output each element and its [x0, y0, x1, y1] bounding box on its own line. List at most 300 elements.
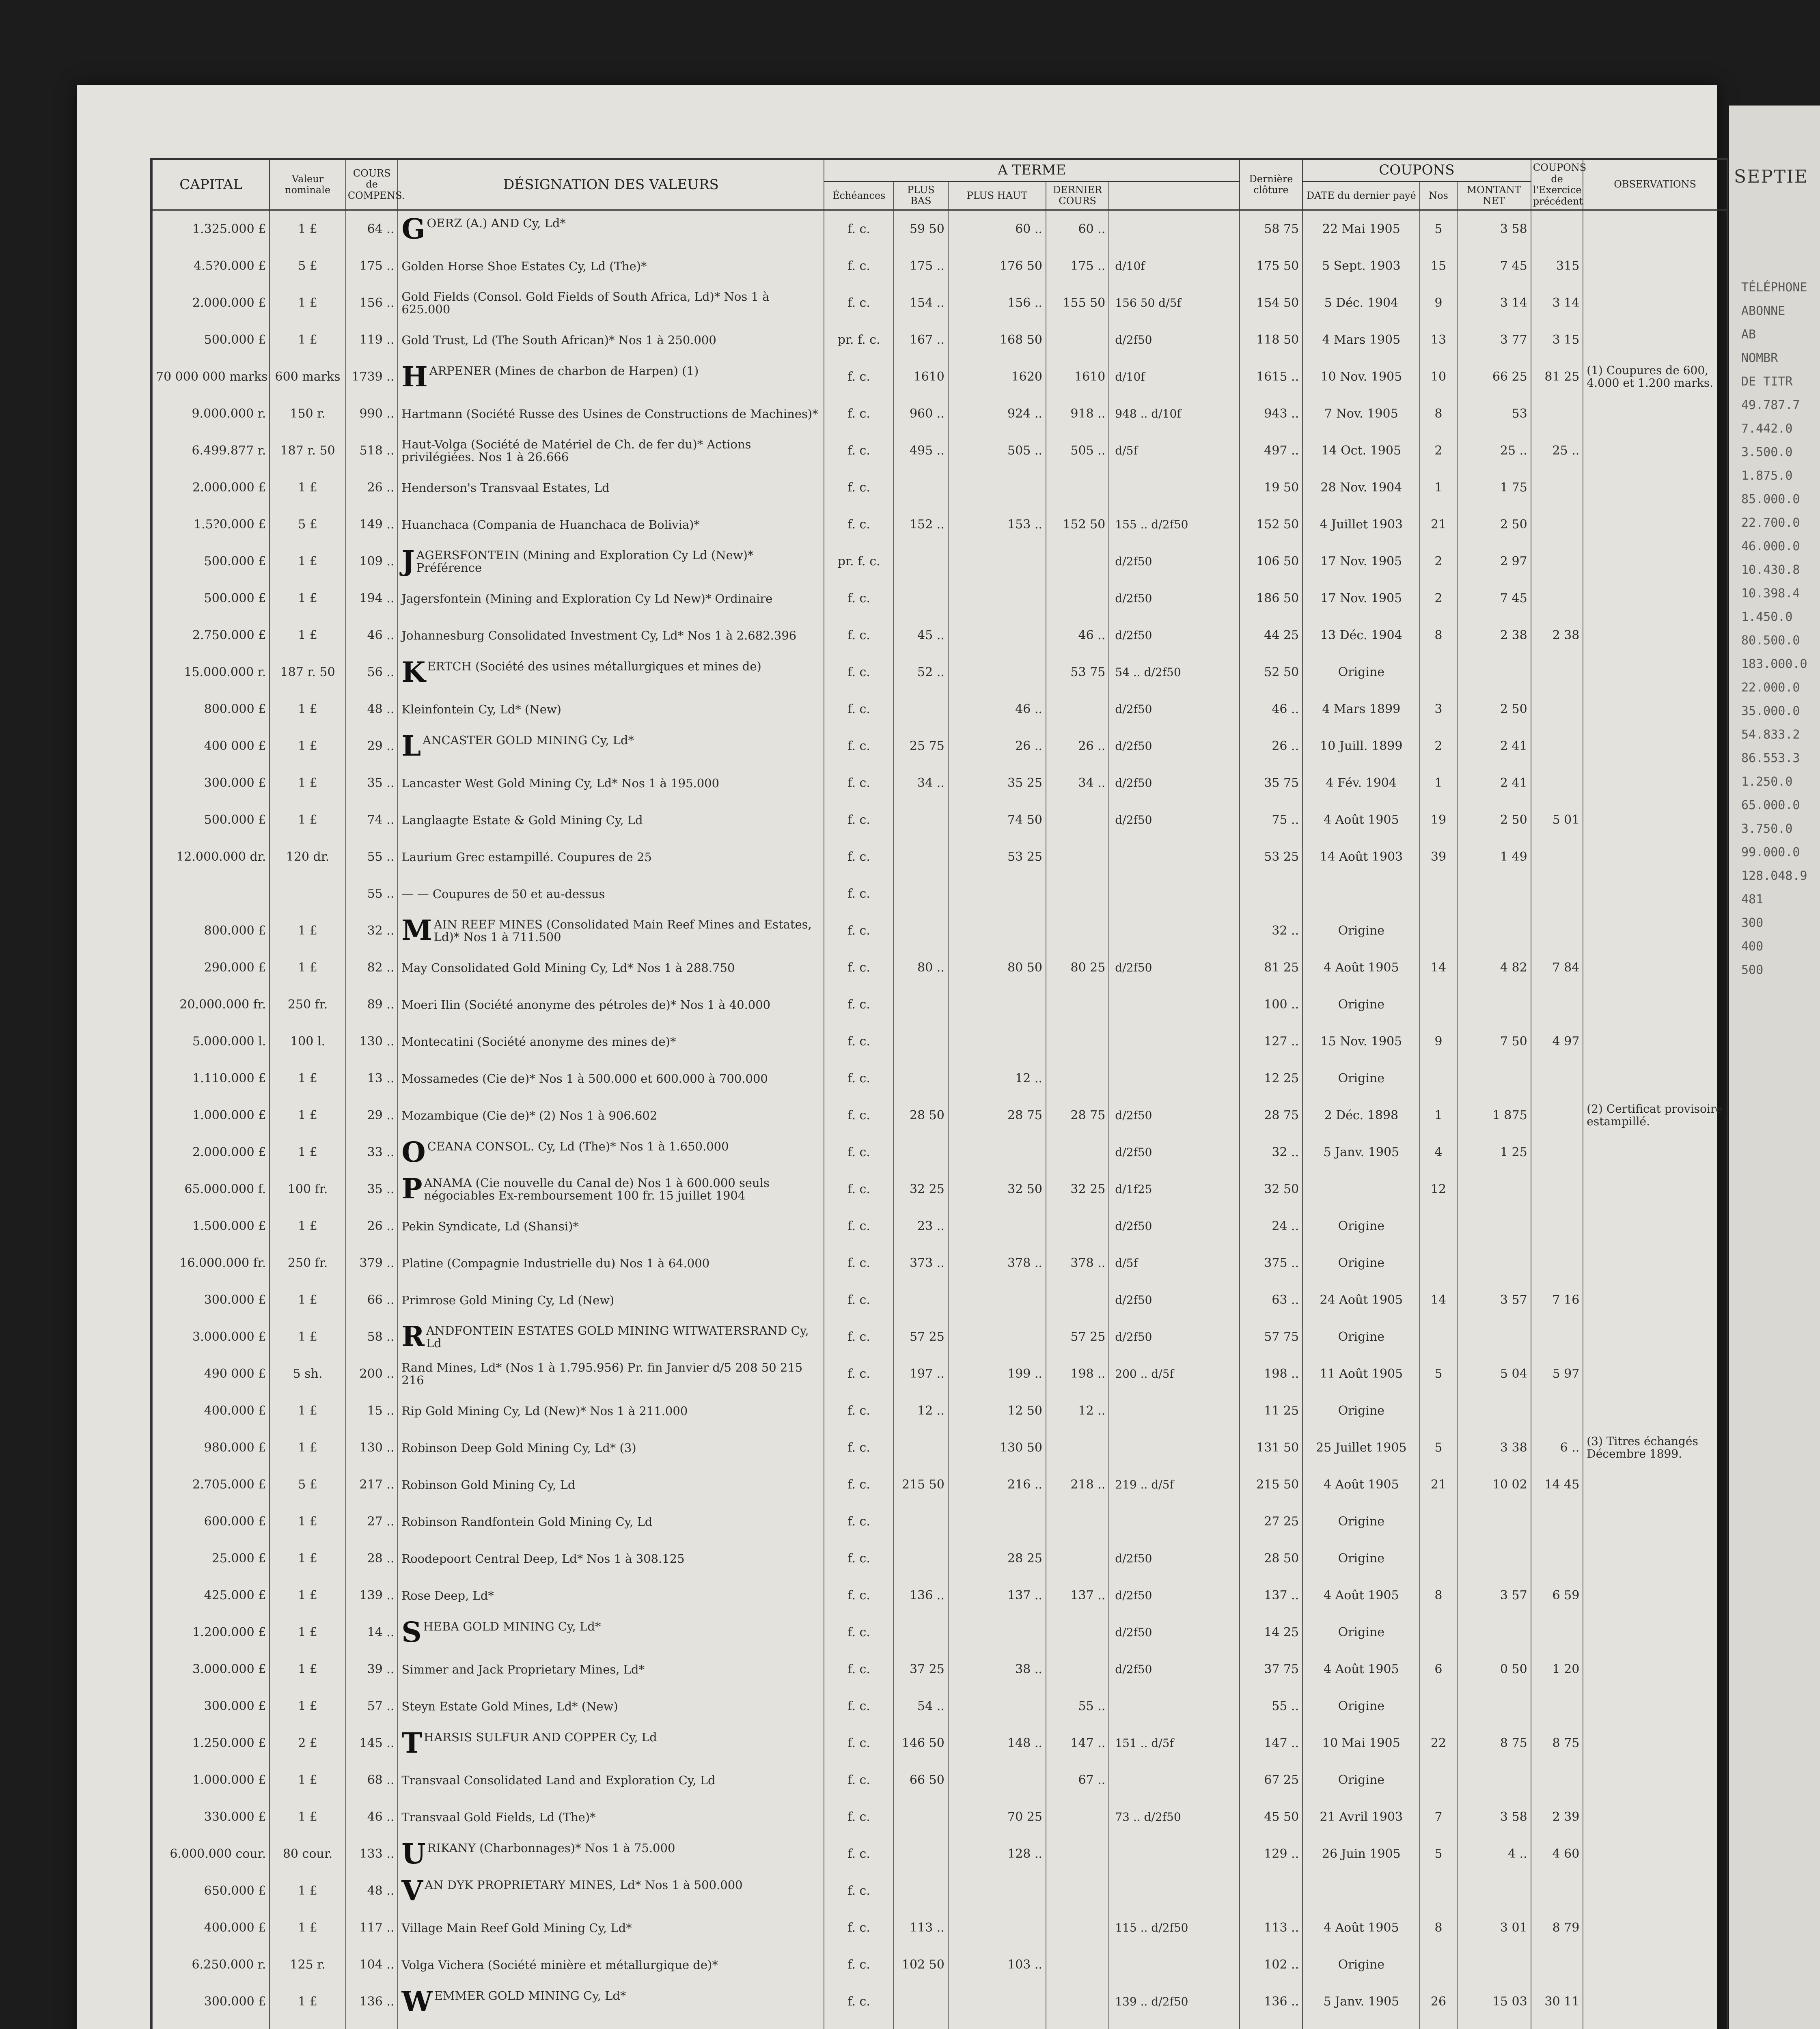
observation-cell: [1583, 949, 1727, 986]
designation-cell: [398, 432, 824, 469]
cloture-cell: [1240, 2020, 1302, 2029]
echeance-cell: f. c.: [824, 1429, 893, 1466]
coupon-precedent-cell: [1531, 1097, 1583, 1134]
designation-cell: [398, 1799, 824, 1835]
date-paye-cell: 4 Mars 1905: [1302, 321, 1420, 358]
header-coupons: COUPONS: [1302, 160, 1531, 181]
cloture-cell: 943 ..: [1240, 395, 1302, 432]
designation-cell: [398, 358, 824, 395]
echeance-cell: f. c.: [824, 1023, 893, 1060]
coupon-no-cell: 2: [1420, 580, 1457, 617]
designation-cell: [398, 469, 824, 506]
designation-text: Transvaal Gold Fields, Ld (The)*: [401, 1810, 596, 1824]
capital-cell: 2.750.000 £: [152, 617, 270, 654]
prime-cell: d/2f50: [1109, 1282, 1240, 1318]
next-page-line: DE TITR: [1741, 375, 1793, 389]
valeur-cell: 1 £: [270, 1208, 346, 1245]
coupon-precedent-cell: 5 01: [1531, 801, 1583, 838]
coupon-precedent-cell: 5 97: [1531, 1355, 1583, 1392]
echeance-cell: f. c.: [824, 1060, 893, 1097]
plus-bas-cell: [894, 1835, 948, 1872]
observation-cell: [1583, 1762, 1727, 1799]
plus-bas-cell: 175 ..: [894, 248, 948, 284]
coupon-no-cell: 4: [1420, 1134, 1457, 1171]
date-paye-cell: 4 Août 1905: [1302, 1909, 1420, 1946]
initial-letter: R: [401, 1320, 425, 1353]
montant-cell: 15 03: [1457, 1983, 1531, 2020]
montant-cell: 7 45: [1457, 248, 1531, 284]
table-row: [152, 1245, 1727, 1282]
table-row: [152, 1725, 1727, 1762]
plus-haut-cell: 216 ..: [948, 1466, 1046, 1503]
date-paye-cell: 4 Août 1905: [1302, 1466, 1420, 1503]
observation-cell: [1583, 1835, 1727, 1872]
echeance-cell: f. c.: [824, 654, 893, 691]
date-paye-cell: 5 Janv. 1905: [1302, 1134, 1420, 1171]
coupon-precedent-cell: 6 59: [1531, 1577, 1583, 1614]
plus-bas-cell: 152 ..: [894, 506, 948, 543]
table-row: [152, 1429, 1727, 1466]
cours-cell: 35 ..: [346, 765, 398, 801]
prime-cell: d/2f50: [1109, 949, 1240, 986]
cours-cell: 35 ..: [346, 1171, 398, 1208]
montant-cell: [1457, 1946, 1531, 1983]
date-paye-cell: 4 Mars 1899: [1302, 691, 1420, 728]
designation-cell: [398, 1097, 824, 1134]
designation-cell: [398, 1614, 824, 1651]
coupon-precedent-cell: [1531, 1762, 1583, 1799]
plus-bas-cell: 113 ..: [894, 1909, 948, 1946]
echeance-cell: pr. f. c.: [824, 321, 893, 358]
dernier-cours-cell: 198 ..: [1046, 1355, 1109, 1392]
montant-cell: 7 45: [1457, 580, 1531, 617]
dernier-cours-cell: 378 ..: [1046, 1245, 1109, 1282]
capital-cell: 300.000 £: [152, 765, 270, 801]
date-paye-cell: Origine: [1302, 1392, 1420, 1429]
observation-cell: [1583, 838, 1727, 875]
coupon-precedent-cell: [1531, 1614, 1583, 1651]
designation-text: ANDFONTEIN ESTATES GOLD MINING WITWATERSRAND Cy, Ld: [426, 1324, 809, 1350]
coupon-precedent-cell: [1531, 1245, 1583, 1282]
coupon-precedent-cell: 2 38: [1531, 617, 1583, 654]
designation-cell: [398, 1651, 824, 1688]
coupon-precedent-cell: [1531, 1872, 1583, 1909]
table-row: [152, 765, 1727, 801]
echeance-cell: f. c.: [824, 1208, 893, 1245]
designation-cell: [398, 1503, 824, 1540]
plus-bas-cell: [894, 1872, 948, 1909]
dernier-cours-cell: [1046, 838, 1109, 875]
valeur-cell: 1 £: [270, 1872, 346, 1909]
coupon-precedent-cell: [1531, 1688, 1583, 1725]
cours-cell: 149 ..: [346, 506, 398, 543]
dernier-cours-cell: 67 ..: [1046, 1762, 1109, 1799]
capital-cell: 500.000 £: [152, 543, 270, 580]
date-paye-cell: 25 Juillet 1905: [1302, 1429, 1420, 1466]
plus-haut-cell: 148 ..: [948, 1725, 1046, 1762]
table-row: [152, 1392, 1727, 1429]
coupon-no-cell: 2: [1420, 432, 1457, 469]
designation-cell: [398, 1466, 824, 1503]
cloture-cell: 100 ..: [1240, 986, 1302, 1023]
date-paye-cell: Origine: [1302, 1318, 1420, 1355]
prime-cell: d/2f50: [1109, 691, 1240, 728]
plus-haut-cell: 28 75: [948, 1097, 1046, 1134]
montant-cell: [1457, 1318, 1531, 1355]
date-paye-cell: 4 Août 1905: [1302, 1577, 1420, 1614]
header-coupons-exercice: COUPONS de l'Exercice précédent: [1531, 160, 1583, 210]
observation-cell: [1583, 321, 1727, 358]
coupon-no-cell: 1: [1420, 1097, 1457, 1134]
cloture-cell: 106 50: [1240, 543, 1302, 580]
coupon-no-cell: [1420, 1614, 1457, 1651]
cours-cell: 13 ..: [346, 1060, 398, 1097]
designation-text: Mozambique (Cie de)* (2) Nos 1 à 906.602: [401, 1108, 658, 1122]
capital-cell: [152, 2020, 270, 2029]
table-row: [152, 210, 1727, 248]
valeur-cell: 1 £: [270, 912, 346, 949]
cloture-cell: 118 50: [1240, 321, 1302, 358]
cours-cell: 104 ..: [346, 1946, 398, 1983]
cloture-cell: 57 75: [1240, 1318, 1302, 1355]
cours-cell: 117 ..: [346, 1909, 398, 1946]
prime-cell: d/2f50: [1109, 765, 1240, 801]
cours-cell: 133 ..: [346, 1835, 398, 1872]
montant-cell: 10 02: [1457, 1466, 1531, 1503]
dernier-cours-cell: 137 ..: [1046, 1577, 1109, 1614]
valeur-cell: 5 £: [270, 506, 346, 543]
dernier-cours-cell: [1046, 580, 1109, 617]
cloture-cell: 28 75: [1240, 1097, 1302, 1134]
date-paye-cell: [1302, 1872, 1420, 1909]
valeur-cell: 2 £: [270, 1725, 346, 1762]
valeur-cell: 150 r.: [270, 395, 346, 432]
plus-haut-cell: [948, 986, 1046, 1023]
dernier-cours-cell: 918 ..: [1046, 395, 1109, 432]
capital-cell: 500.000 £: [152, 580, 270, 617]
observation-cell: [1583, 1688, 1727, 1725]
initial-letter: V: [401, 1874, 423, 1907]
coupon-no-cell: [1420, 2020, 1457, 2029]
plus-haut-cell: 1620: [948, 358, 1046, 395]
designation-cell: [398, 248, 824, 284]
table-row: [152, 1097, 1727, 1134]
observation-cell: [1583, 469, 1727, 506]
cours-cell: 194 ..: [346, 580, 398, 617]
cloture-cell: 14 25: [1240, 1614, 1302, 1651]
date-paye-cell: Origine: [1302, 654, 1420, 691]
echeance-cell: f. c.: [824, 358, 893, 395]
table-row: [152, 543, 1727, 580]
coupon-no-cell: 8: [1420, 617, 1457, 654]
cloture-cell: 28 50: [1240, 1540, 1302, 1577]
coupon-precedent-cell: [1531, 691, 1583, 728]
plus-bas-cell: [894, 1799, 948, 1835]
montant-cell: [1457, 1540, 1531, 1577]
plus-bas-cell: [894, 1614, 948, 1651]
cours-cell: 58 ..: [346, 1318, 398, 1355]
date-paye-cell: 4 Août 1905: [1302, 1651, 1420, 1688]
designation-cell: [398, 1872, 824, 1909]
observation-cell: [1583, 1983, 1727, 2020]
echeance-cell: f. c.: [824, 1134, 893, 1171]
echeance-cell: f. c.: [824, 1835, 893, 1872]
observation-cell: [1583, 654, 1727, 691]
header-plus-haut: PLUS HAUT: [948, 181, 1046, 210]
next-page-line: 1.250.0: [1741, 775, 1793, 789]
table-row: [152, 1134, 1727, 1171]
prime-cell: [1109, 1392, 1240, 1429]
observation-cell: [1583, 1023, 1727, 1060]
echeance-cell: f. c.: [824, 1614, 893, 1651]
coupon-precedent-cell: 7 16: [1531, 1282, 1583, 1318]
designation-text: — — Coupures de 50 et au-dessus: [401, 887, 605, 901]
dernier-cours-cell: [1046, 801, 1109, 838]
echeance-cell: f. c.: [824, 617, 893, 654]
next-page-line: 500: [1741, 963, 1764, 977]
prime-cell: 219 .. d/5f: [1109, 1466, 1240, 1503]
cours-cell: 990 ..: [346, 395, 398, 432]
cloture-cell: 32 ..: [1240, 1134, 1302, 1171]
valeur-cell: 1 £: [270, 801, 346, 838]
valeur-cell: 1 £: [270, 1799, 346, 1835]
date-paye-cell: 13 Déc. 1904: [1302, 617, 1420, 654]
dernier-cours-cell: 28 75: [1046, 1097, 1109, 1134]
plus-bas-cell: 28 50: [894, 1097, 948, 1134]
next-page-line: 80.500.0: [1741, 633, 1800, 648]
dernier-cours-cell: 175 ..: [1046, 248, 1109, 284]
montant-cell: 2 41: [1457, 728, 1531, 765]
designation-text: ANCASTER GOLD MINING Cy, Ld*: [423, 733, 634, 747]
designation-text: EMMER GOLD MINING Cy, Ld*: [434, 1988, 626, 2003]
valeur-cell: 1 £: [270, 1577, 346, 1614]
plus-bas-cell: 215 50: [894, 1466, 948, 1503]
date-paye-cell: [1302, 875, 1420, 912]
dernier-cours-cell: [1046, 875, 1109, 912]
montant-cell: [1457, 1872, 1531, 1909]
plus-haut-cell: 103 ..: [948, 1946, 1046, 1983]
next-page-line: 1.875.0: [1741, 469, 1793, 483]
coupon-no-cell: 14: [1420, 949, 1457, 986]
table-row: [152, 986, 1727, 1023]
capital-cell: 1.250.000 £: [152, 1725, 270, 1762]
next-page-line: 99.000.0: [1741, 845, 1800, 859]
montant-cell: 66 25: [1457, 358, 1531, 395]
valeur-cell: 1 £: [270, 1392, 346, 1429]
montant-cell: 7 50: [1457, 1023, 1531, 1060]
montant-cell: 4 ..: [1457, 1835, 1531, 1872]
designation-cell: [398, 1429, 824, 1466]
coupon-precedent-cell: [1531, 1540, 1583, 1577]
table-row: [152, 1171, 1727, 1208]
cours-cell: 48 ..: [346, 691, 398, 728]
table-row: [152, 248, 1727, 284]
prime-cell: 139 .. d/2f50: [1109, 1983, 1240, 2020]
capital-cell: 425.000 £: [152, 1577, 270, 1614]
coupon-precedent-cell: [1531, 912, 1583, 949]
next-page-edge: [1729, 106, 1820, 2029]
header-date-paye: DATE du dernier payé: [1302, 181, 1420, 210]
date-paye-cell: [1302, 1171, 1420, 1208]
coupon-precedent-cell: [1531, 506, 1583, 543]
initial-letter: T: [401, 1727, 422, 1760]
date-paye-cell: Origine: [1302, 1762, 1420, 1799]
echeance-cell: f. c.: [824, 1540, 893, 1577]
dernier-cours-cell: 53 75: [1046, 654, 1109, 691]
date-paye-cell: 14 Août 1903: [1302, 838, 1420, 875]
designation-text: CEANA CONSOL. Cy, Ld (The)* Nos 1 à 1.650.000: [427, 1139, 729, 1153]
designation-cell: [398, 1540, 824, 1577]
designation-text: Platine (Compagnie Industrielle du) Nos 1 à 64.000: [401, 1256, 710, 1270]
coupon-precedent-cell: [1531, 395, 1583, 432]
coupon-precedent-cell: [1531, 210, 1583, 248]
designation-cell: [398, 1762, 824, 1799]
date-paye-cell: 4 Août 1905: [1302, 949, 1420, 986]
date-paye-cell: [1302, 2020, 1420, 2029]
valeur-cell: 250 fr.: [270, 1245, 346, 1282]
cours-cell: 48 ..: [346, 1872, 398, 1909]
next-page-line: 49.787.7: [1741, 398, 1800, 412]
prime-cell: [1109, 912, 1240, 949]
designation-text: Simmer and Jack Proprietary Mines, Ld*: [401, 1662, 645, 1676]
cours-cell: 29 ..: [346, 728, 398, 765]
echeance-cell: f. c.: [824, 1651, 893, 1688]
echeance-cell: f. c.: [824, 210, 893, 248]
cours-cell: 64 ..: [346, 210, 398, 248]
table-row: [152, 1577, 1727, 1614]
header-plus-bas: PLUS BAS: [894, 181, 948, 210]
designation-cell: [398, 1282, 824, 1318]
header-cours: COURS de COMPENS.: [346, 160, 398, 210]
date-paye-cell: 4 Fév. 1904: [1302, 765, 1420, 801]
designation-cell: [398, 1060, 824, 1097]
cours-cell: 28 ..: [346, 1540, 398, 1577]
echeance-cell: f. c.: [824, 284, 893, 321]
cloture-cell: 12 25: [1240, 1060, 1302, 1097]
initial-letter: H: [401, 360, 428, 393]
plus-bas-cell: 23 ..: [894, 1208, 948, 1245]
capital-cell: 2.705.000 £: [152, 1466, 270, 1503]
capital-cell: 500.000 £: [152, 321, 270, 358]
plus-haut-cell: 46 ..: [948, 691, 1046, 728]
table-row: [152, 358, 1727, 395]
prime-cell: [1109, 1872, 1240, 1909]
cours-cell: 217 ..: [346, 1466, 398, 1503]
cloture-cell: 154 50: [1240, 284, 1302, 321]
cloture-cell: 129 ..: [1240, 1835, 1302, 1872]
date-paye-cell: Origine: [1302, 1208, 1420, 1245]
plus-haut-cell: 130 50: [948, 1429, 1046, 1466]
next-page-line: NOMBR: [1741, 351, 1778, 365]
coupon-precedent-cell: 8 79: [1531, 1909, 1583, 1946]
echeance-cell: f. c.: [824, 949, 893, 986]
coupon-no-cell: 22: [1420, 1725, 1457, 1762]
coupon-precedent-cell: 81 25: [1531, 358, 1583, 395]
cloture-cell: 27 25: [1240, 1503, 1302, 1540]
plus-haut-cell: [948, 1208, 1046, 1245]
designation-cell: [398, 949, 824, 986]
cours-cell: 46 ..: [346, 1799, 398, 1835]
coupon-precedent-cell: 4 97: [1531, 1023, 1583, 1060]
table-row: [152, 395, 1727, 432]
montant-cell: [1457, 986, 1531, 1023]
table-row: [152, 1983, 1727, 2020]
dernier-cours-cell: 60 ..: [1046, 210, 1109, 248]
observation-cell: [1583, 1725, 1727, 1762]
dernier-cours-cell: [1046, 1282, 1109, 1318]
cloture-cell: 131 50: [1240, 1429, 1302, 1466]
capital-cell: 9.000.000 r.: [152, 395, 270, 432]
dernier-cours-cell: [1046, 1946, 1109, 1983]
echeance-cell: f. c.: [824, 1318, 893, 1355]
cours-cell: 200 ..: [346, 1355, 398, 1392]
next-page-line: 46.000.0: [1741, 539, 1800, 554]
plus-haut-cell: [948, 469, 1046, 506]
coupon-no-cell: [1420, 1688, 1457, 1725]
valeur-cell: 1 £: [270, 1983, 346, 2020]
table-row: [152, 1355, 1727, 1392]
cloture-cell: 52 50: [1240, 654, 1302, 691]
header-capital: CAPITAL: [152, 160, 270, 210]
echeance-cell: f. c.: [824, 1983, 893, 2020]
echeance-cell: f. c.: [824, 1171, 893, 1208]
dernier-cours-cell: [1046, 1799, 1109, 1835]
next-page-line: 65.000.0: [1741, 798, 1800, 812]
capital-cell: 3.000.000 £: [152, 1318, 270, 1355]
montant-cell: [1457, 1208, 1531, 1245]
plus-haut-cell: [948, 1134, 1046, 1171]
cloture-cell: 186 50: [1240, 580, 1302, 617]
initial-letter: O: [401, 1136, 426, 1169]
date-paye-cell: 7 Nov. 1905: [1302, 395, 1420, 432]
table-row: [152, 1540, 1727, 1577]
plus-bas-cell: 1610: [894, 358, 948, 395]
next-page-header: SEPTIE: [1734, 166, 1808, 187]
dernier-cours-cell: [1046, 1503, 1109, 1540]
coupon-no-cell: [1420, 1762, 1457, 1799]
cloture-cell: 136 ..: [1240, 1983, 1302, 2020]
coupon-no-cell: 21: [1420, 1466, 1457, 1503]
valeur-cell: 1 £: [270, 1614, 346, 1651]
coupon-precedent-cell: [1531, 1060, 1583, 1097]
montant-cell: 2 38: [1457, 617, 1531, 654]
prime-cell: [1109, 2020, 1240, 2029]
plus-haut-cell: 168 50: [948, 321, 1046, 358]
plus-haut-cell: 32 50: [948, 1171, 1046, 1208]
date-paye-cell: 14 Oct. 1905: [1302, 432, 1420, 469]
designation-text: AIN REEF MINES (Consolidated Main Reef Mines and Estates, Ld)* Nos 1 à 711.500: [433, 918, 812, 944]
designation-text: RIKANY (Charbonnages)* Nos 1 à 75.000: [427, 1841, 675, 1855]
date-paye-cell: Origine: [1302, 1540, 1420, 1577]
prime-cell: [1109, 1060, 1240, 1097]
plus-bas-cell: 146 50: [894, 1725, 948, 1762]
plus-bas-cell: 136 ..: [894, 1577, 948, 1614]
plus-bas-cell: [894, 986, 948, 1023]
prime-cell: d/2f50: [1109, 321, 1240, 358]
observation-cell: [1583, 543, 1727, 580]
capital-cell: 12.000.000 dr.: [152, 838, 270, 875]
observation-cell: [1583, 210, 1727, 248]
coupon-no-cell: [1420, 912, 1457, 949]
table-row: [152, 580, 1727, 617]
plus-bas-cell: [894, 912, 948, 949]
designation-cell: [398, 1577, 824, 1614]
plus-bas-cell: [894, 1983, 948, 2020]
echeance-cell: f. c.: [824, 728, 893, 765]
capital-cell: 15.000.000 r.: [152, 654, 270, 691]
coupon-no-cell: [1420, 1540, 1457, 1577]
table-row: [152, 1060, 1727, 1097]
